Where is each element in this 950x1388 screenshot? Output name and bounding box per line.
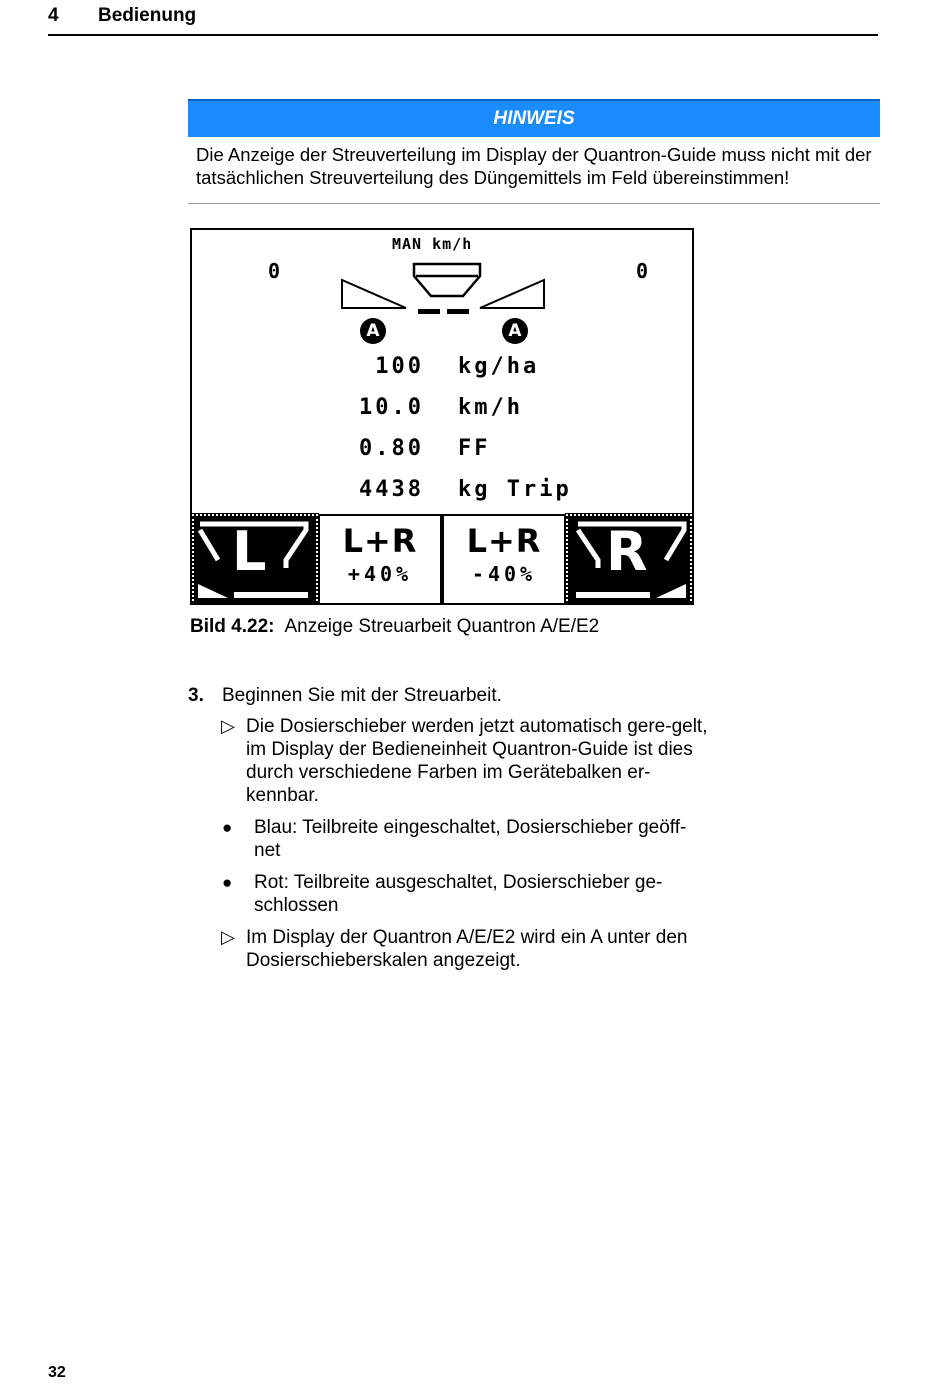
left-automatic-badge: A	[360, 318, 386, 344]
rate-value: 100	[375, 354, 424, 379]
flow-factor-unit: FF	[458, 436, 491, 461]
left-gate-icon	[418, 309, 440, 314]
right-scale-value: 0	[636, 259, 649, 283]
result-text: Im Display der Quantron A/E/E2 wird ein A unter den Dosierschieberskalen angezeigt.	[246, 927, 688, 971]
chapter-number: 4	[48, 5, 59, 26]
hopper-icon	[414, 264, 480, 296]
trip-value: 4438	[359, 477, 424, 502]
trip-unit: kg Trip	[458, 477, 572, 502]
figure-caption-text: Anzeige Streuarbeit Quantron A/E/E2	[284, 616, 600, 637]
right-section-button[interactable]	[566, 514, 692, 605]
note-title: HINWEIS	[188, 99, 880, 137]
increase-rate-value: +40%	[347, 562, 413, 586]
figure-label: Bild 4.22:	[190, 616, 275, 637]
increase-rate-button[interactable]	[318, 514, 442, 605]
chapter-title: Bedienung	[98, 5, 197, 26]
result-triangle-icon: ▷	[221, 927, 235, 947]
result-triangle-icon: ▷	[221, 716, 235, 736]
step-item	[188, 684, 708, 707]
left-section-button[interactable]	[192, 514, 318, 605]
bullet-icon: ●	[222, 873, 233, 892]
flow-factor-value: 0.80	[359, 436, 424, 461]
result-item	[188, 926, 708, 972]
decrease-rate-button[interactable]	[442, 514, 566, 605]
left-section-label: L	[232, 520, 267, 583]
instruction-steps	[188, 684, 708, 981]
decrease-rate-label: L+R	[466, 522, 542, 560]
result-text: Die Dosierschieber werden jetzt automatisch gere-gelt, im Display der Bedieneinheit Quantron-Guide ist dies durch verschiedene Farben im Gerätebalken er-kennbar.	[246, 716, 708, 806]
rate-unit: kg/ha	[458, 354, 540, 379]
note-text: Die Anzeige der Streuverteilung im Display der Quantron-Guide muss nicht mit der tatsächlichen Streuverteilung des Düngemittels im Feld übereinstimmen!	[188, 137, 880, 204]
speed-value: 10.0	[359, 395, 424, 420]
decrease-rate-value: -40%	[471, 562, 537, 586]
right-gate-icon	[447, 309, 469, 314]
speed-unit: km/h	[458, 395, 523, 420]
mode-indicator: MAN km/h	[392, 235, 473, 253]
left-scale-value: 0	[268, 259, 281, 283]
note-box	[188, 99, 880, 204]
result-item	[188, 715, 708, 807]
spreader-icon	[192, 230, 694, 320]
softkey-bar	[192, 514, 692, 605]
right-automatic-badge: A	[502, 318, 528, 344]
page-number: 32	[48, 1364, 66, 1381]
bullet-text: Rot: Teilbreite ausgeschaltet, Dosierschieber ge-schlossen	[254, 872, 663, 916]
step-text: Beginnen Sie mit der Streuarbeit.	[222, 685, 502, 706]
terminal-display	[190, 228, 694, 605]
left-spread-wedge-icon	[342, 280, 406, 308]
bullet-icon: ●	[222, 818, 233, 837]
increase-rate-label: L+R	[342, 522, 418, 560]
list-item	[188, 816, 708, 862]
page-header	[48, 4, 878, 36]
right-spread-wedge-icon	[480, 280, 544, 308]
right-section-label: R	[606, 520, 648, 583]
figure-caption	[190, 616, 599, 638]
bullet-text: Blau: Teilbreite eingeschaltet, Dosierschieber geöff-net	[254, 817, 687, 861]
list-item	[188, 871, 708, 917]
step-number: 3.	[188, 685, 204, 706]
